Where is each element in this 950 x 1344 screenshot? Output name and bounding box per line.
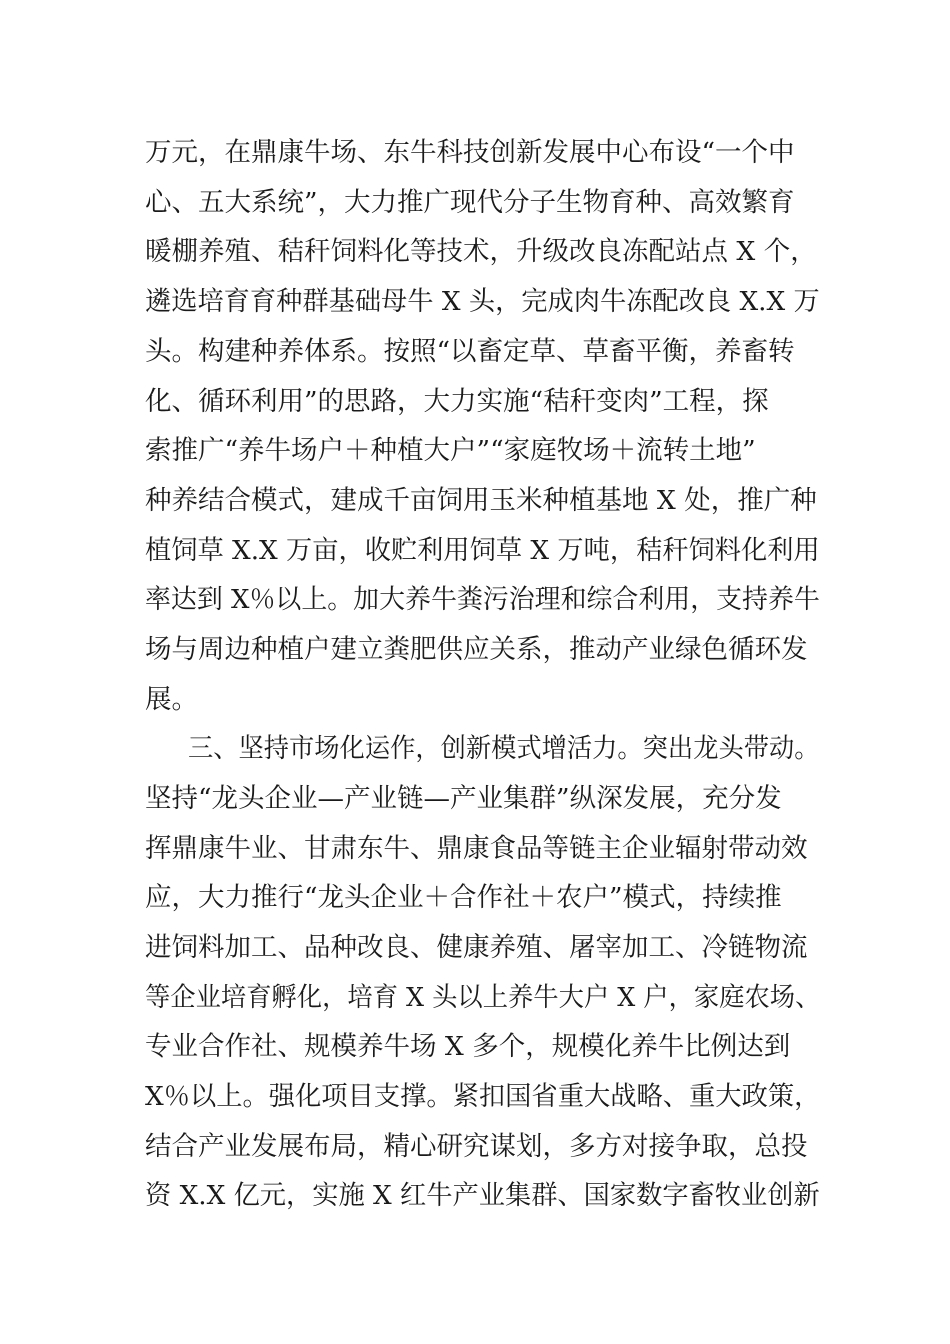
- text-line: 率达到 X％以上。加大养牛粪污治理和综合利用，支持养牛: [145, 584, 820, 615]
- text-line: 头。构建种养体系。按照“以畜定草、草畜平衡，养畜转: [145, 336, 795, 367]
- text-line: 场与周边种植户建立粪肥供应关系，推动产业绿色循环发: [145, 634, 808, 665]
- section-heading-line: 三、坚持市场化运作，创新模式增活力。突出龙头带动。: [188, 733, 820, 764]
- text-line: 专业合作社、规模养牛场 X 多个，规模化养牛比例达到: [145, 1031, 791, 1062]
- text-line: 索推广“养牛场户＋种植大户”“家庭牧场＋流转土地”: [145, 435, 756, 466]
- text-line: 遴选培育育种群基础母牛 X 头，完成肉牛冻配改良 X.X 万: [145, 286, 820, 317]
- text-line: 植饲草 X.X 万亩，收贮利用饲草 X 万吨，秸秆饲料化利用: [145, 535, 820, 566]
- text-line: 应，大力推行“龙头企业＋合作社＋农户”模式，持续推: [145, 882, 782, 913]
- text-line: 资 X.X 亿元，实施 X 红牛产业集群、国家数字畜牧业创新: [145, 1180, 820, 1211]
- text-line: 结合产业发展布局，精心研究谋划，多方对接争取，总投: [145, 1131, 808, 1162]
- text-line: 进饲料加工、品种改良、健康养殖、屠宰加工、冷链物流: [145, 932, 808, 963]
- text-line: 等企业培育孵化，培育 X 头以上养牛大户 X 户，家庭农场、: [145, 982, 821, 1013]
- text-line: 心、五大系统”，大力推广现代分子生物育种、高效繁育: [145, 187, 795, 218]
- text-line: 展。: [145, 684, 198, 715]
- text-line: 化、循环利用”的思路，大力实施“秸秆变肉”工程，探: [145, 386, 769, 417]
- text-line: 万元，在鼎康牛场、东牛科技创新发展中心布设“一个中: [145, 137, 795, 168]
- text-line: 种养结合模式，建成千亩饲用玉米种植基地 X 处，推广种: [145, 485, 817, 516]
- text-line: 暖棚养殖、秸秆饲料化等技术，升级改良冻配站点 X 个，: [145, 236, 817, 267]
- text-line: 坚持“龙头企业—产业链—产业集群”纵深发展，充分发: [145, 783, 782, 814]
- text-line: 挥鼎康牛业、甘肃东牛、鼎康食品等链主企业辐射带动效: [145, 833, 808, 864]
- text-line: X％以上。强化项目支撑。紧扣国省重大战略、重大政策，: [145, 1081, 821, 1112]
